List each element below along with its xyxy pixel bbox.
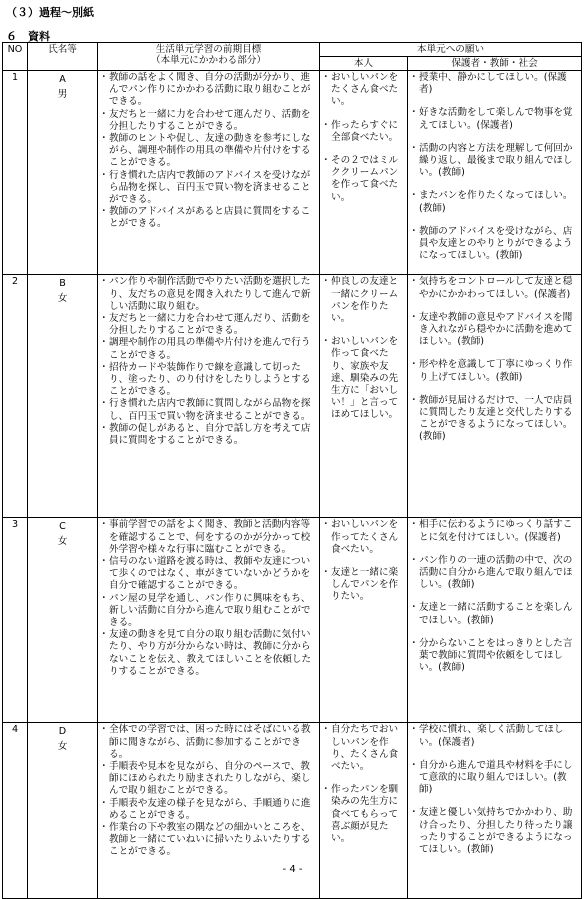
others-wish-cell: [408, 275, 582, 518]
goal-item: ・ 調理や制作の用具の準備や片付けを進んで行うことができる。: [100, 337, 317, 361]
student-initial: C: [59, 521, 66, 533]
goal-item: ・ 友だちと一緒に力を合わせて運んだり、活動を分担したりすることができる。: [100, 313, 317, 337]
self-wish-cell: [320, 518, 408, 723]
goal-list: [100, 72, 317, 231]
others-wish-item: ・ またパンを作りたくなってほしい。(教師): [410, 190, 579, 214]
table-row: [3, 71, 582, 275]
self-wish-item: ・ おいしいパンを作って食べたり、家族や友達、馴染みの先生方に「おいしい！」と言ってほめてほしい。: [322, 336, 405, 421]
others-wish-item: ・ 形や枠を意識して丁寧にゆっくり作り上げてほしい。(教師): [410, 359, 579, 383]
others-wish-item: ・ 学校に慣れ、楽しく活動してほしい。(保護者): [410, 724, 579, 748]
goal-item: ・ 招待カードや装飾作りで線を意識して切ったり、塗ったり、のり付けをしたりしようとすることができる。: [100, 362, 317, 399]
goal-cell: [98, 71, 320, 275]
data-table: [2, 42, 582, 899]
others-wish-item: ・ 分からないことをはっきりとした言葉で教師に質問や依頼をしてほしい。(教師): [410, 638, 579, 675]
header-no: NO: [3, 43, 28, 71]
others-wish-list: [410, 72, 579, 262]
others-wish-item: ・ 活動の内容と方法を理解して何回か繰り返し、最後まで取り組んでほしい。(教師): [410, 143, 579, 180]
goal-item: ・ パン屋の見学を通し、パン作りに興味をもち、新しい活動に自分から進んで取り組むことができる。: [100, 593, 317, 630]
goal-item: ・ 教師の話をよく聞き、自分の活動が分かり、進んでパン作りにかかわる活動に取り組むことができる。: [100, 72, 317, 109]
others-wish-list: [410, 724, 579, 856]
goal-list: [100, 724, 317, 858]
goal-item: ・ パン作りや制作活動でやりたい活動を選択したり、友だちの意見を聞き入れたりして進んで新しい活動に取り組む。: [100, 276, 317, 313]
student-name-cell: [28, 518, 98, 723]
self-wish-item: ・ 自分たちでおいしいパンを作り、たくさん食べたい。: [322, 724, 405, 773]
goal-item: ・ 手順表や見本を見ながら、自分のペースで、教師にほめられたり励まされたりしながら、楽しんで取り組むことができる。: [100, 761, 317, 798]
goal-list: [100, 519, 317, 678]
self-wish-item: ・ 作ったパンを馴染みの先生方に食べてもらって喜ぶ顔が見たい。: [322, 784, 405, 845]
row-number: 2: [3, 275, 28, 518]
others-wish-item: ・ 教師が見届けるだけで、一人で店員に質問したり友達と交代したりすることができるようになってほしい。(教師): [410, 395, 579, 444]
table-title: ６ 資料: [6, 30, 50, 43]
others-wish-list: [410, 276, 579, 443]
header-others: 保護者・教師・社会: [408, 57, 582, 71]
others-wish-cell: [408, 518, 582, 723]
others-wish-item: ・ 相手に伝わるようにゆっくり話すことに気を付けてほしい。(保護者): [410, 519, 579, 543]
others-wish-item: ・ 友達と一緒に活動することを楽しんでほしい。(教師): [410, 602, 579, 626]
table-row: [3, 518, 582, 723]
others-wish-item: ・ 教師のアドバイスを受けながら、店員や友達とのやりとりができるようになってほしい。(教師): [410, 226, 579, 263]
header-goal-line2: （本単元にかかわる部分）: [150, 55, 267, 66]
header-goal: [98, 43, 320, 71]
others-wish-item: ・ 気持ちをコントロールして友達と穏やかにかかわってほしい。(保護者): [410, 276, 579, 300]
student-gender: 女: [57, 536, 68, 548]
goal-cell: [98, 518, 320, 723]
others-wish-item: ・ 自分から進んで道具や材料を手にして意欲的に取り組んでほしい。(教師): [410, 760, 579, 797]
others-wish-list: [410, 519, 579, 674]
self-wish-list: [322, 519, 405, 603]
others-wish-item: ・ 授業中、静かにしてほしい。(保護者): [410, 72, 579, 96]
table-row: [3, 275, 582, 518]
self-wish-list: [322, 276, 405, 421]
goal-item: ・ 全体での学習では、困った時にはそばにいる教師に聞きながら、活動に参加することができる。: [100, 724, 317, 761]
page-number: - 4 -: [282, 864, 303, 875]
goal-item: ・ 行き慣れた店内で教師に質問しながら品物を探し、百円玉で買い物を済ませることができる。: [100, 398, 317, 422]
self-wish-cell: [320, 71, 408, 275]
goal-item: ・ 手順表や友達の様子を見ながら、手順通りに進めることができる。: [100, 798, 317, 822]
student-name-cell: [28, 71, 98, 275]
self-wish-list: [322, 72, 405, 204]
student-initial: A: [59, 74, 66, 85]
header-goal-line1: 生活単元学習の前期目標: [155, 44, 262, 55]
others-wish-item: ・ 好きな活動をして楽しんで物事を覚えてほしい。(保護者): [410, 107, 579, 131]
others-wish-cell: [408, 71, 582, 275]
self-wish-item: ・ 友達と一緒に楽しんでパンを作りたい。: [322, 567, 405, 604]
goal-item: ・ 教師のヒントや促し、友達の動きを参考にしながら、調理や制作の用具の準備や片付けをすることができる。: [100, 133, 317, 170]
student-initial: B: [59, 278, 66, 290]
header-self: 本人: [320, 57, 408, 71]
self-wish-item: ・ その２ではミルククリームパンを作って食べたい。: [322, 155, 405, 204]
goal-item: ・ 行き慣れた店内で教師のアドバイスを受けながら品物を探し、百円玉で買い物を済ませることができる。: [100, 170, 317, 207]
others-wish-item: ・ 友達や教師の意見やアドバイスを聞き入れながら穏やかに活動を進めてほしい。(教師): [410, 312, 579, 349]
section-heading: （３）過程〜別紙: [6, 6, 94, 19]
student-gender: 女: [57, 741, 68, 753]
goal-list: [100, 276, 317, 447]
self-wish-cell: [320, 275, 408, 518]
goal-cell: [98, 275, 320, 518]
student-initial: D: [58, 726, 67, 738]
student-gender: 男: [57, 89, 68, 100]
row-number: 3: [3, 518, 28, 723]
goal-item: ・ 教師のアドバイスがあると店員に質問をすることができる。: [100, 206, 317, 230]
others-wish-item: ・ 友達と優しい気持ちでかかわり、助け合ったり、分担したり待ったり譲ったりすることができるようになってほしい。(教師): [410, 807, 579, 856]
student-name-cell: [28, 275, 98, 518]
goal-item: ・ 友達の動きを見て自分の取り組む活動に気付いたり、やり方が分からない時は、教師に分からないことを伝え、教えてほしいことを依頼したりすることができる。: [100, 629, 317, 678]
row-number: 1: [3, 71, 28, 275]
goal-item: ・ 事前学習での話をよく聞き、教師と活動内容等を確認することで、何をするのかが分かって校外学習や様々な行事に臨むことができる。: [100, 519, 317, 556]
goal-item: ・ 友だちと一緒に力を合わせて運んだり、活動を分担したりすることができる。: [100, 109, 317, 133]
goal-item: ・ 作業台の下や教室の隅などの細かいところを、教師と一緒にていねいに掃いたりふいたりすることができる。: [100, 822, 317, 859]
self-wish-list: [322, 724, 405, 845]
header-name: 氏名等: [28, 43, 98, 71]
row-number: 4: [3, 723, 28, 899]
goal-item: ・ 信号のない道路を渡る時は、教師や友達について歩くのではなく、車がきていないかどうかを自分で確認することができる。: [100, 556, 317, 593]
student-gender: 女: [57, 293, 68, 305]
header-wish: 本単元への願い: [320, 43, 582, 57]
self-wish-item: ・ おいしいパンを作ってたくさん食べたい。: [322, 519, 405, 556]
self-wish-item: ・ 作ったらすぐに全部食べたい。: [322, 120, 405, 144]
goal-item: ・ 教師の促しがあると、自分で話し方を考えて店員に質問をすることができる。: [100, 423, 317, 447]
self-wish-item: ・ おいしいパンをたくさん食べたい。: [322, 72, 405, 109]
self-wish-item: ・ 仲良しの友達と一緒にクリームパンを作りたい。: [322, 276, 405, 325]
others-wish-item: ・ パン作りの一連の活動の中で、次の活動に自分から進んで取り組んでほしい。(教師): [410, 555, 579, 592]
